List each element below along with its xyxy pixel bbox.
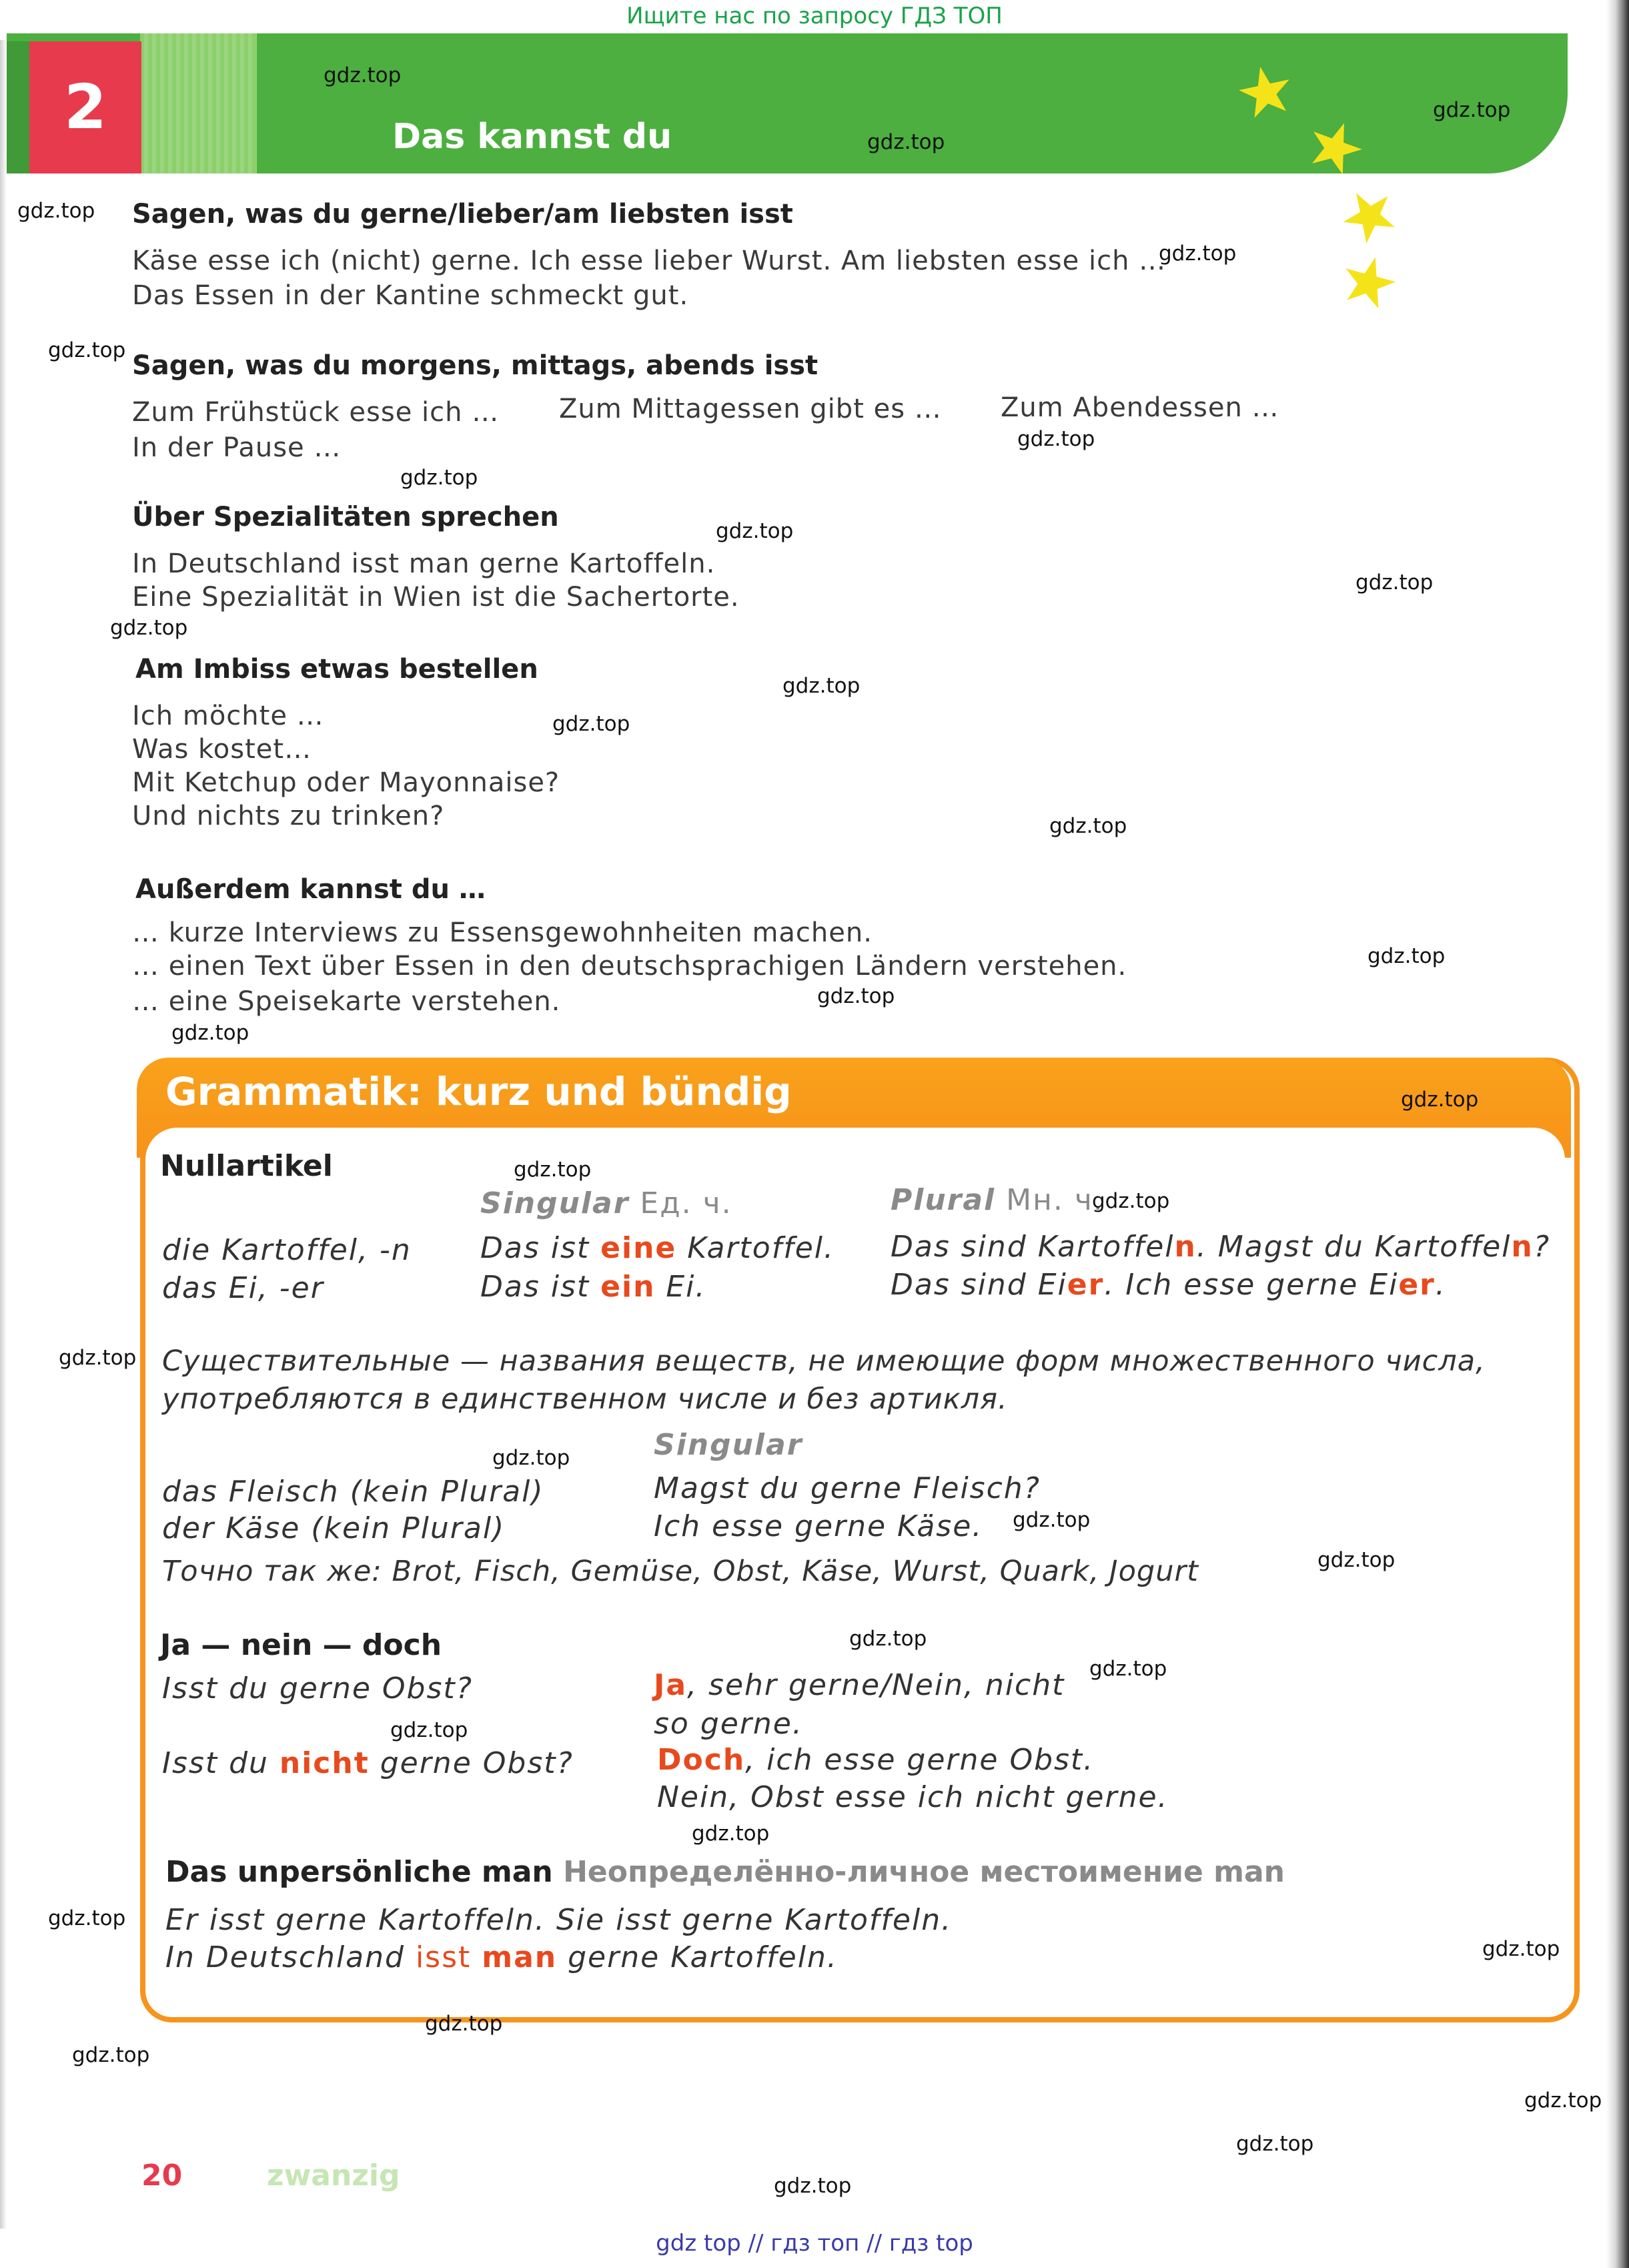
watermark: gdz.top: [1433, 98, 1511, 122]
watermark: gdz.top: [552, 712, 630, 736]
watermark: gdz.top: [324, 63, 402, 87]
header-stripes: [140, 33, 257, 173]
grammar-title: Grammatik: kurz und bündig: [165, 1069, 792, 1114]
noun-entry: das Fleisch (kein Plural): [162, 1475, 544, 1509]
man-heading: Das unpersönliche man Неопределённо-личное местоимение man: [165, 1855, 1285, 1889]
example-line: Was kostet…: [132, 734, 312, 765]
watermark: gdz.top: [514, 1158, 592, 1182]
answer: so gerne.: [654, 1707, 803, 1741]
man-example: Er isst gerne Kartoffeln. Sie isst gerne Kartoffeln.: [165, 1903, 953, 1937]
example-line: … eine Speisekarte verstehen.: [132, 986, 561, 1017]
section-title: Sagen, was du gerne/lieber/am liebsten isst: [132, 199, 793, 230]
watermark: gdz.top: [692, 1822, 770, 1846]
example-line: Und nichts zu trinken?: [132, 801, 445, 831]
watermark: gdz.top: [1236, 2132, 1314, 2156]
page-number: 20: [141, 2159, 183, 2193]
watermark: gdz.top: [425, 2012, 503, 2036]
watermark: gdz.top: [492, 1446, 570, 1470]
watermark: gdz.top: [390, 1718, 468, 1742]
section-title: Sagen, was du morgens, mittags, abends isst: [132, 350, 819, 381]
example-line: Mit Ketchup oder Mayonnaise?: [132, 767, 560, 798]
watermark: gdz.top: [774, 2174, 852, 2198]
example-line: Eine Spezialität in Wien ist die Sachertorte.: [132, 582, 740, 613]
header-side: [7, 41, 29, 173]
nullartikel-heading: Nullartikel: [160, 1149, 333, 1183]
question: Isst du gerne Obst?: [162, 1671, 473, 1706]
scan-edge-right: [1606, 0, 1629, 2268]
star-icon: [1341, 187, 1397, 243]
example-line: … kurze Interviews zu Essensgewohnheiten machen.: [132, 917, 873, 948]
example-line: Ich möchte …: [132, 701, 324, 731]
example-line: Käse esse ich (nicht) gerne. Ich esse lieber Wurst. Am liebsten esse ich …: [132, 246, 1167, 276]
watermark: gdz.top: [1017, 427, 1095, 451]
answer: Doch, ich esse gerne Obst.: [657, 1743, 1095, 1777]
singular-example: Ich esse gerne Käse.: [654, 1509, 983, 1543]
example-line: In Deutschland isst man gerne Kartoffeln.: [132, 548, 716, 579]
scan-edge-left: [0, 40, 7, 2229]
star-icon: [1341, 254, 1397, 310]
watermark: gdz.top: [171, 1021, 249, 1045]
singular-header: Singular: [654, 1428, 803, 1462]
watermark: gdz.top: [1049, 814, 1127, 838]
watermark: gdz.top: [17, 199, 95, 223]
watermark: gdz.top: [1013, 1508, 1091, 1532]
page-number-word: zwanzig: [267, 2159, 400, 2193]
watermark: gdz.top: [400, 466, 478, 490]
watermark: gdz.top: [1401, 1088, 1479, 1112]
bottom-banner[interactable]: gdz top // гдз топ // гдз top: [656, 2230, 973, 2257]
grammar-inner-top: [145, 1128, 1565, 1174]
watermark: gdz.top: [1355, 571, 1434, 595]
man-example: In Deutschland isst man gerne Kartoffeln.: [165, 1940, 838, 1974]
also-list: Точно так же: Brot, Fisch, Gemüse, Obst, Käse, Wurst, Quark, Jogurt: [162, 1555, 1199, 1588]
example-line: Zum Frühstück esse ich …: [132, 397, 500, 428]
noun-entry: der Käse (kein Plural): [162, 1511, 506, 1545]
star-icon: [1307, 119, 1364, 175]
question: Isst du nicht gerne Obst?: [162, 1746, 574, 1780]
section-title: Außerdem kannst du …: [135, 874, 486, 905]
plural-example: Das sind Kartoffeln. Magst du Kartoffeln?: [891, 1230, 1551, 1264]
watermark: gdz.top: [716, 519, 794, 543]
watermark: gdz.top: [1089, 1657, 1167, 1681]
example-line: … einen Text über Essen in den deutschsprachigen Ländern verstehen.: [132, 951, 1127, 982]
plural-example: Das sind Eier. Ich esse gerne Eier.: [891, 1268, 1446, 1302]
singular-example: Magst du gerne Fleisch?: [654, 1471, 1041, 1505]
answer: Ja, sehr gerne/Nein, nicht: [654, 1668, 1065, 1702]
rule-text: Существительные — названия веществ, не имеющие форм множественного числа,: [162, 1345, 1486, 1378]
page-title: Das kannst du: [392, 117, 672, 157]
singular-example: Das ist ein Ei.: [480, 1270, 706, 1304]
watermark: gdz.top: [1317, 1548, 1396, 1572]
section-title: Am Imbiss etwas bestellen: [135, 654, 538, 685]
watermark: gdz.top: [782, 674, 861, 698]
section-title: Über Spezialitäten sprechen: [132, 502, 559, 532]
example-line: Das Essen in der Kantine schmeckt gut.: [132, 280, 689, 311]
noun-entry: das Ei, -er: [162, 1271, 324, 1305]
janein-heading: Ja — nein — doch: [160, 1628, 442, 1662]
watermark: gdz.top: [867, 130, 945, 154]
watermark: gdz.top: [1524, 2089, 1602, 2113]
star-icon: [1237, 63, 1293, 119]
rule-text: употребляются в единственном числе и без артикля.: [162, 1383, 1008, 1416]
watermark: gdz.top: [110, 616, 188, 640]
watermark: gdz.top: [72, 2043, 150, 2067]
watermark: gdz.top: [1368, 944, 1446, 968]
example-line: In der Pause …: [132, 432, 342, 463]
singular-header: Singular Ед. ч.: [480, 1186, 732, 1220]
watermark: gdz.top: [817, 984, 895, 1008]
watermark: gdz.top: [48, 1906, 126, 1930]
example-line: Zum Mittagessen gibt es …: [559, 394, 942, 424]
watermark: gdz.top: [1159, 242, 1237, 266]
plural-header: Plural Мн. ч.: [891, 1183, 1104, 1217]
answer: Nein, Obst esse ich nicht gerne.: [657, 1780, 1169, 1814]
noun-entry: die Kartoffel, -n: [162, 1233, 412, 1267]
watermark: gdz.top: [1092, 1189, 1170, 1213]
unit-number: 2: [63, 71, 107, 143]
watermark: gdz.top: [59, 1346, 137, 1370]
watermark: gdz.top: [48, 338, 126, 362]
singular-example: Das ist eine Kartoffel.: [480, 1231, 835, 1265]
top-banner[interactable]: Ищите нас по запросу ГДЗ ТОП: [626, 3, 1003, 29]
watermark: gdz.top: [849, 1627, 927, 1651]
example-line: Zum Abendessen …: [1001, 392, 1279, 423]
watermark: gdz.top: [1482, 1937, 1560, 1961]
